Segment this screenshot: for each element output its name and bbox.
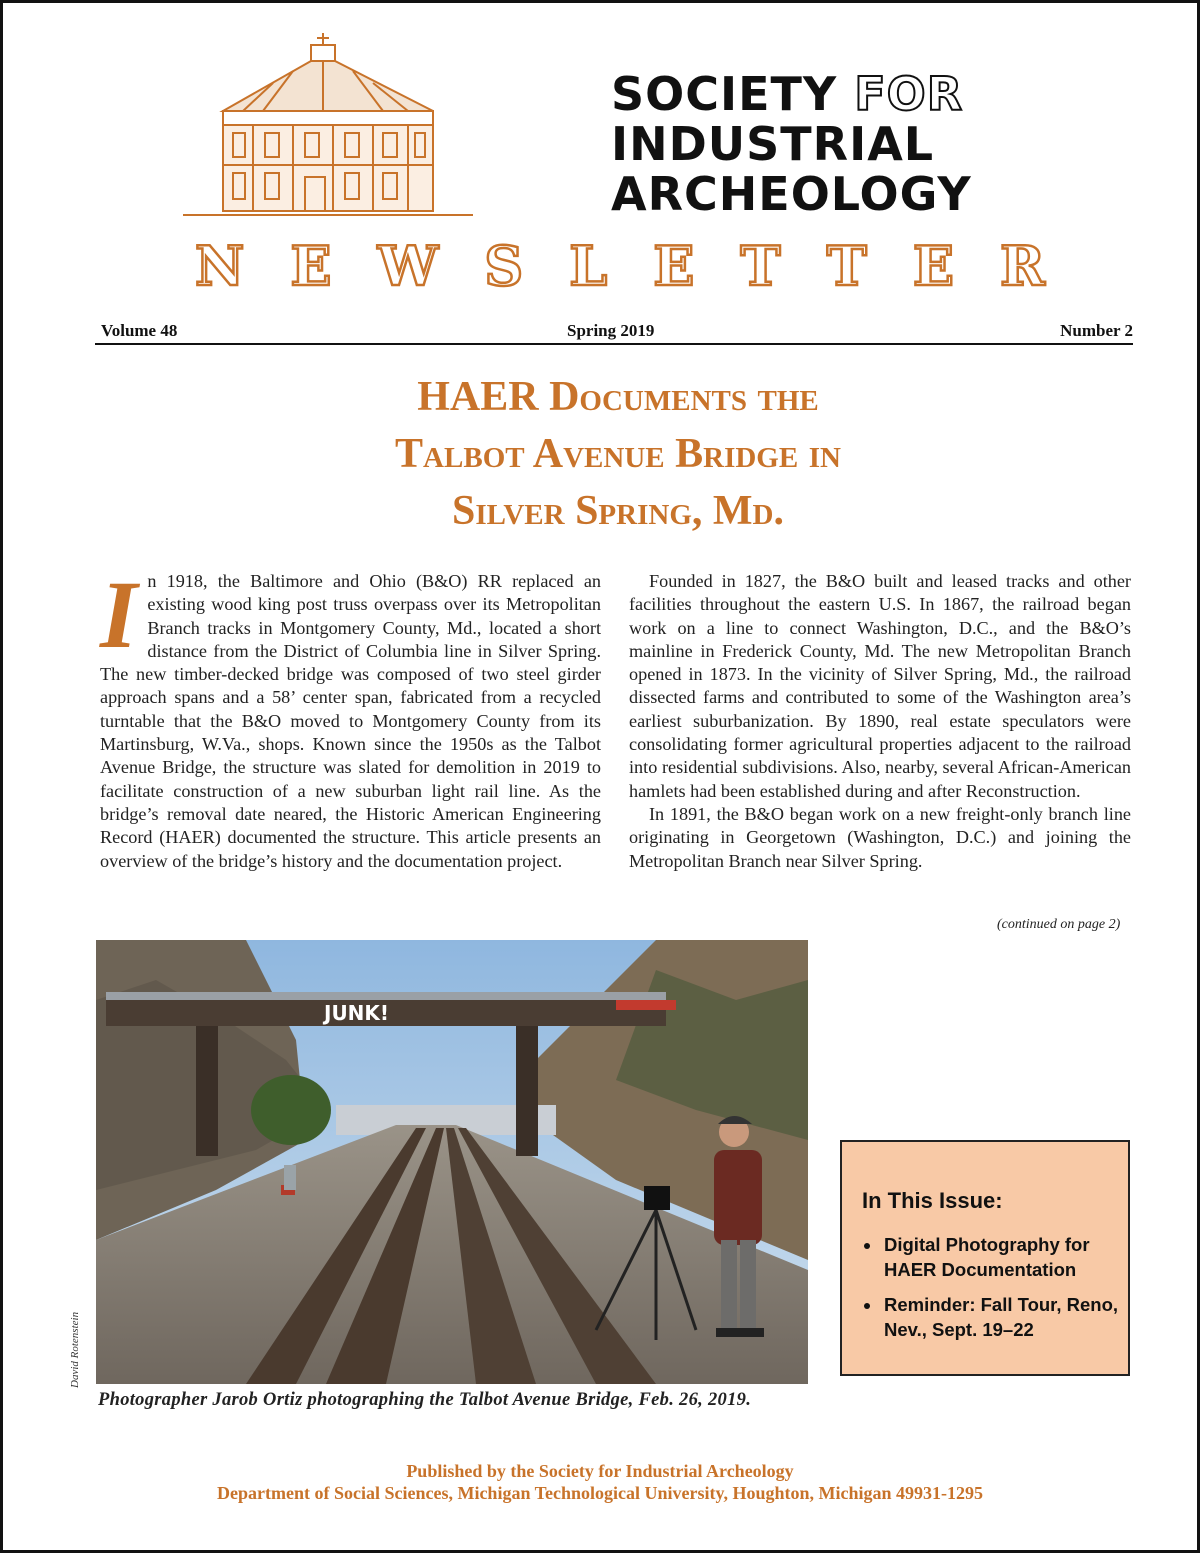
photo-credit: David Rotenstein xyxy=(69,1311,81,1388)
masthead-society: SOCIETY xyxy=(611,67,838,121)
newsletter-wordmark xyxy=(195,234,1045,298)
newsletter-letter: T xyxy=(740,234,781,298)
in-this-issue-box xyxy=(840,1140,1130,1376)
roundhouse-logo xyxy=(183,31,473,221)
photo-caption: Photographer Jarob Ortiz photographing the Talbot Avenue Bridge, Feb. 26, 2019. xyxy=(98,1390,752,1410)
footer-line-1: Published by the Society for Industrial Archeology xyxy=(406,1461,794,1481)
newsletter-letter: E xyxy=(653,234,695,298)
newsletter-letter: N xyxy=(195,234,245,298)
newsletter-letter: L xyxy=(569,234,608,298)
number-label: Number 2 xyxy=(1060,321,1133,340)
graffiti-text: JUNK! xyxy=(324,1001,390,1025)
masthead-archeology: ARCHEOLOGY xyxy=(611,167,972,221)
society-title xyxy=(611,69,1051,219)
column-2-paragraph-1: Founded in 1827, the B&O built and leased tracks and other facilities throughout the eastern U.S. In 1867, the railroad began work on a line to connect Washington, D.C., and the B&O’s mainline in Frederick County, Md. The new Metropolitan Branch opened in 1873. In the vicinity of Silver Spring, Md., the railroad dissected farms and contributed to some of the Washington area’s earliest suburbanization. By 1890, real estate speculators were consolidating former agricultural properties adjacent to the railroad into residential subdivisions. Also, nearby, several African-American hamlets had been established during and after Reconstruction. xyxy=(629,571,1131,801)
headline-line-1: HAER Documents the xyxy=(417,374,819,420)
issue-item: • Reminder: Fall Tour, Reno, Nev., Sept. 19–22 xyxy=(882,1292,1122,1342)
issue-item: • Digital Photography for HAER Documentation xyxy=(882,1232,1122,1282)
season-label: Spring 2019 xyxy=(567,321,655,340)
article-column-2 xyxy=(629,570,1131,873)
newsletter-letter: T xyxy=(826,234,867,298)
in-this-issue-list xyxy=(860,1232,1122,1352)
masthead-industrial: INDUSTRIAL xyxy=(611,117,935,171)
newsletter-letter: R xyxy=(1000,234,1045,298)
headline-line-2: Talbot Avenue Bridge in xyxy=(395,431,841,477)
issue-info-bar xyxy=(95,319,1133,345)
bridge-photo xyxy=(96,940,808,1384)
newsletter-letter: E xyxy=(290,234,332,298)
publisher-footer xyxy=(3,1460,1197,1504)
article-column-1 xyxy=(100,561,601,873)
column-2-paragraph-2: In 1891, the B&O began work on a new freight-only branch line originating in Georgetown (Washington, D.C.) and joining the Metropolitan Branch near Silver Spring. xyxy=(629,803,1131,871)
column-1-text: n 1918, the Baltimore and Ohio (B&O) RR replaced an existing wood king post truss overpass over its Metropolitan Branch tracks in Montgomery County, Md., located a short distance from the District of Columbia line in Silver Spring. The new timber-decked bridge was composed of two steel girder approach spans and a 58’ center span, fabricated from a recycled turntable that the B&O moved to Montgomery County from its Martinsburg, W.Va., shops. Known since the 1950s as the Talbot Avenue Bridge, the structure was slated for demolition in 2019 to facilitate construction of a new suburban light rail line. As the bridge’s removal date neared, the Historic American Engineering Record (HAER) documented the structure. This article presents an overview of the bridge’s history and the documentation project. xyxy=(100,571,601,871)
volume-label: Volume 48 xyxy=(101,321,178,340)
article-headline xyxy=(153,369,1083,540)
newsletter-letter: S xyxy=(484,234,524,298)
newsletter-letter: W xyxy=(377,234,439,298)
headline-line-3: Silver Spring, Md. xyxy=(452,488,784,534)
newsletter-letter: E xyxy=(912,234,954,298)
continued-note: (continued on page 2) xyxy=(997,917,1121,932)
masthead-for: FOR xyxy=(854,67,964,121)
drop-cap: I xyxy=(100,561,138,668)
footer-line-2: Department of Social Sciences, Michigan Technological University, Houghton, Michigan 49931-1295 xyxy=(217,1483,983,1503)
in-this-issue-title: In This Issue: xyxy=(862,1188,1003,1213)
